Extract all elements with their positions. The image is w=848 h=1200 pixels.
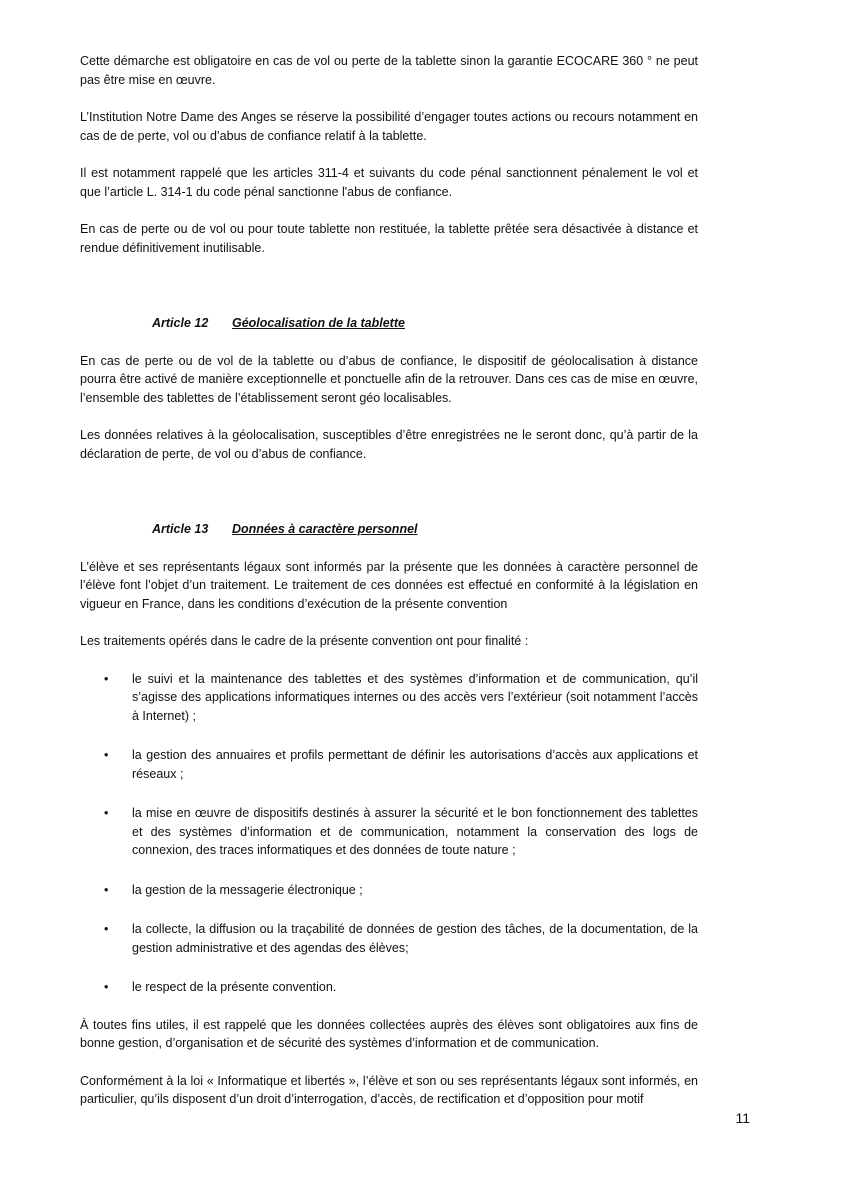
bullet-icon: • xyxy=(104,980,109,994)
list-item xyxy=(80,804,698,860)
closing-paragraph-2: Conformément à la loi « Informatique et libertés », l’élève et son ou ses représentants légaux sont informés, en particulier, qu’ils disposent d’un droit d’interrogation, d’accès, de rectification et d’opposition pour motif xyxy=(80,1073,698,1106)
list-item xyxy=(80,881,698,900)
article-12-title: Géolocalisation de la tablette xyxy=(232,316,405,330)
article-13-title: Données à caractère personnel xyxy=(232,522,418,536)
bullet-icon: • xyxy=(104,748,109,762)
bullet-icon: • xyxy=(104,882,109,897)
list-item-text: la gestion des annuaires et profils permettant de définir les autorisations d’accès aux applications et réseaux ; xyxy=(132,748,698,781)
list-item-text: le suivi et la maintenance des tablettes et des systèmes d’information et de communication, qu’il s’agisse des applications informatiques internes ou des accès vers l’extérieur (soit notamment l’accès à Internet) ; xyxy=(132,671,698,723)
paragraph-ecocare: Cette démarche est obligatoire en cas de vol ou perte de la tablette sinon la garantie ECOCARE 360 ° ne peut pas être mise en œuvre. xyxy=(80,54,698,87)
list-item xyxy=(80,670,698,726)
list-item xyxy=(80,978,698,997)
article-12-paragraph-1: En cas de perte ou de vol de la tablette ou d’abus de confiance, le dispositif de géolocalisation à distance pourra être activé de manière exceptionnelle et ponctuelle afin de la retrouver. Dans ces cas de mise en œuvre, l’ensemble des tablettes de l’établissement seront géo localisables. xyxy=(80,353,698,405)
list-item xyxy=(80,746,698,783)
bullet-icon: • xyxy=(104,806,109,820)
paragraph-desactivation: En cas de perte ou de vol ou pour toute tablette non restituée, la tablette prêtée sera désactivée à distance et rendue définitivement inutilisable. xyxy=(80,222,698,255)
bullet-icon: • xyxy=(104,671,109,686)
purposes-list xyxy=(80,670,698,997)
text-column xyxy=(80,52,698,1109)
list-item-text: le respect de la présente convention. xyxy=(132,980,337,994)
list-item xyxy=(80,920,698,957)
paragraph-institution: L’Institution Notre Dame des Anges se réserve la possibilité d’engager toutes actions ou recours notamment en cas de de perte, vol ou d’abus de confiance relatif à la tablette. xyxy=(80,110,698,143)
article-12-heading xyxy=(152,314,698,333)
article-13-lead: Les traitements opérés dans le cadre de la présente convention ont pour finalité : xyxy=(80,634,529,648)
closing-paragraph-1: À toutes fins utiles, il est rappelé que les données collectées auprès des élèves sont obligatoires aux fins de bonne gestion, d’organisation et de sécurité des systèmes d’information et de communication. xyxy=(80,1017,698,1050)
list-item-text: la collecte, la diffusion ou la traçabilité de données de gestion des tâches, de la documentation, de la gestion administrative et des agendas des élèves; xyxy=(132,922,698,955)
article-13-intro: L’élève et ses représentants légaux sont informés par la présente que les données à caractère personnel de l’élève font l’objet d’un traitement. Le traitement de ces données est effectué en conformité à la législation en vigueur en France, dans les conditions d’exécution de la présente convention xyxy=(80,559,698,611)
paragraph-code-penal: Il est notamment rappelé que les articles 311-4 et suivants du code pénal sanctionnent pénalement le vol et que l’article L. 314-1 du code pénal sanctionne l'abus de confiance. xyxy=(80,166,698,199)
article-13-number: Article 13 xyxy=(152,522,209,536)
article-12-number: Article 12 xyxy=(152,316,209,330)
page-number: 11 xyxy=(735,1110,750,1126)
bullet-icon: • xyxy=(104,922,109,936)
list-item-text: la gestion de la messagerie électronique ; xyxy=(132,882,363,897)
article-13-heading xyxy=(152,520,698,539)
list-item-text: la mise en œuvre de dispositifs destinés à assurer la sécurité et le bon fonctionnement des tablettes et des systèmes d’information et de communication, notamment la conservation des logs de connexion, des traces informatiques et des données de toute nature ; xyxy=(132,806,698,857)
article-12-paragraph-2: Les données relatives à la géolocalisation, susceptibles d’être enregistrées ne le seront donc, qu’à partir de la déclaration de perte, de vol ou d’abus de confiance. xyxy=(80,428,698,461)
